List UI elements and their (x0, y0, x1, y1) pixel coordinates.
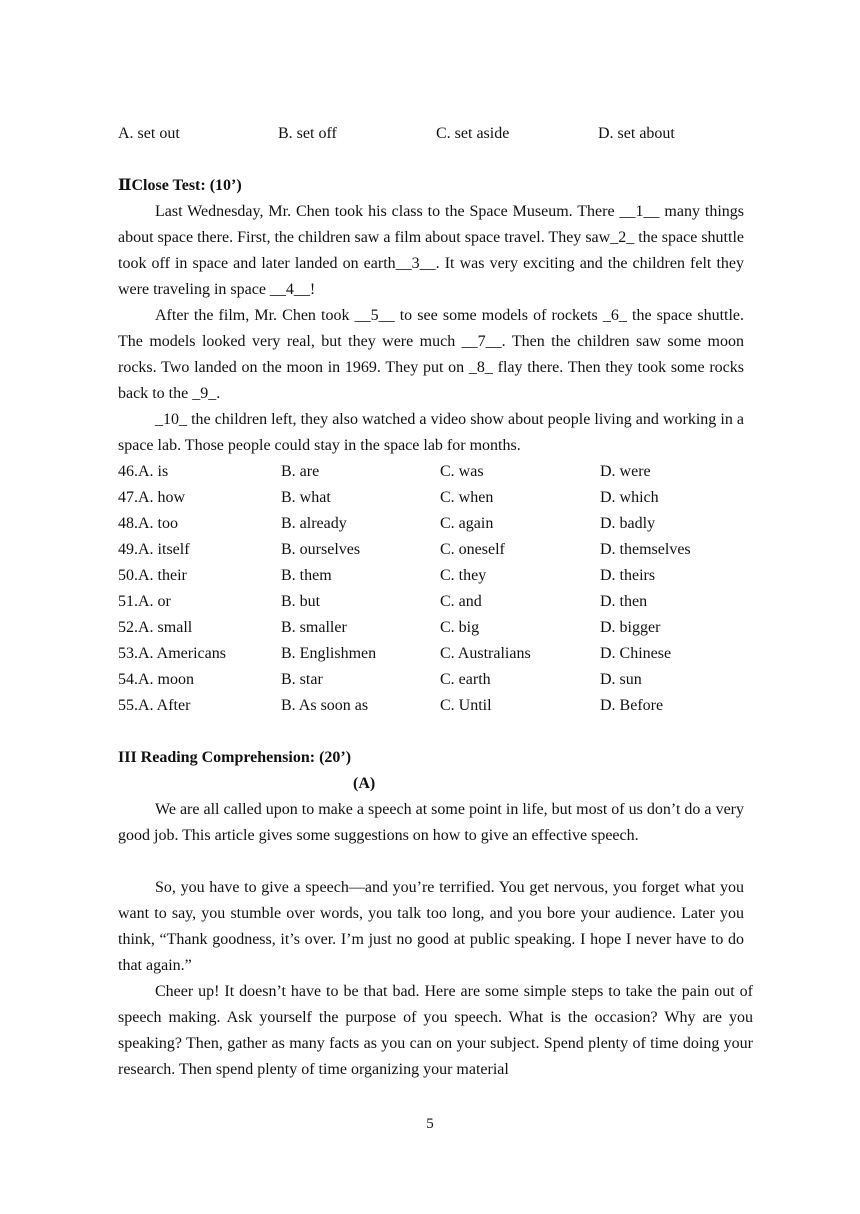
option-c: C. Until (440, 697, 492, 714)
option-c: C. big (440, 619, 480, 636)
option-c: C. earth (440, 671, 491, 688)
option-d: D. themselves (600, 541, 691, 558)
option-b: B. are (281, 463, 320, 480)
option-row (118, 511, 758, 537)
option-d: D. sun (600, 671, 642, 688)
section-heading-reading: III Reading Comprehension: (20’) (118, 749, 352, 766)
option-row (118, 485, 758, 511)
option-row (118, 563, 758, 589)
option-row (118, 459, 758, 485)
option-b: B. ourselves (281, 541, 361, 558)
option-row (118, 537, 758, 563)
previous-question-options (118, 121, 758, 147)
option-c: C. was (440, 463, 484, 480)
passage-label: (A) (353, 775, 376, 792)
option-d: D. Before (600, 697, 664, 714)
option-c: C. they (440, 567, 487, 584)
option-b: B. Englishmen (281, 645, 377, 662)
option-row (118, 589, 758, 615)
reading-paragraph-3: Cheer up! It doesn’t have to be that bad. Here are some simple steps to take the pain out of speech making. Ask yourself the purpose of you speech. What is the occasion? Why are you speaking? Then, gather as many facts as you can on your subject. Spend plenty of time doing your research. Then spend plenty of time organizing your material (118, 983, 753, 1078)
option-c: C. and (440, 593, 482, 610)
option-b: B. but (281, 593, 321, 610)
reading-paragraph-1: We are all called upon to make a speech at some point in life, but most of us don’t do a very good job. This article gives some suggestions on how to give an effective speech. (118, 801, 744, 844)
option-d: D. bigger (600, 619, 661, 636)
option-d: D. badly (600, 515, 656, 532)
cloze-paragraph-1: Last Wednesday, Mr. Chen took his class to the Space Museum. There __1__ many things about space there. First, the children saw a film about space travel. They saw_2_ the space shuttle took off in space and later landed on earth__3__. It was very exciting and the children felt they were traveling in space __4__! (118, 203, 744, 298)
option-c: C. when (440, 489, 494, 506)
option-a: 54.A. moon (118, 671, 194, 688)
option-b: B. them (281, 567, 332, 584)
cloze-options (118, 459, 758, 719)
option-c: C. again (440, 515, 494, 532)
reading-paragraph-2: So, you have to give a speech—and you’re terrified. You get nervous, you forget what you want to say, you stumble over words, you talk too long, and you bore your audience. Later you think, “Thank goodness, it’s over. I’m just no good at public speaking. I hope I never have to do that again.” (118, 879, 744, 974)
option-a: 47.A. how (118, 489, 186, 506)
option-b: B. smaller (281, 619, 347, 636)
option-b: B. As soon as (281, 697, 369, 714)
option-row (118, 615, 758, 641)
option-a: 48.A. too (118, 515, 178, 532)
option-c: C. set aside (436, 125, 510, 142)
option-b: B. what (281, 489, 331, 506)
option-a: 50.A. their (118, 567, 187, 584)
option-d: D. set about (598, 125, 675, 142)
option-row (118, 667, 758, 693)
option-d: D. were (600, 463, 651, 480)
option-a: 46.A. is (118, 463, 169, 480)
option-b: B. set off (278, 125, 337, 142)
option-d: D. then (600, 593, 648, 610)
option-a: 49.A. itself (118, 541, 190, 558)
option-a: 53.A. Americans (118, 645, 226, 662)
option-a: 55.A. After (118, 697, 191, 714)
option-row (118, 693, 758, 719)
option-b: B. already (281, 515, 347, 532)
option-d: D. which (600, 489, 659, 506)
option-b: B. star (281, 671, 323, 688)
option-c: C. Australians (440, 645, 531, 662)
section-heading-cloze: ⅡClose Test: (10’) (118, 177, 242, 194)
cloze-paragraph-2: After the film, Mr. Chen took __5__ to see some models of rockets _6_ the space shuttle. The models looked very real, but they were much __7__. Then the children saw some moon rocks. Two landed on the moon in 1969. They put on _8_ flay there. Then they took some rocks back to the _9_. (118, 307, 744, 402)
option-a: A. set out (118, 125, 180, 142)
option-d: D. theirs (600, 567, 656, 584)
option-a: 51.A. or (118, 593, 171, 610)
option-d: D. Chinese (600, 645, 672, 662)
option-a: 52.A. small (118, 619, 193, 636)
option-row (118, 641, 758, 667)
page-number: 5 (426, 1116, 434, 1132)
cloze-paragraph-3: _10_ the children left, they also watched a video show about people living and working in a space lab. Those people could stay in the space lab for months. (118, 411, 744, 454)
option-c: C. oneself (440, 541, 505, 558)
